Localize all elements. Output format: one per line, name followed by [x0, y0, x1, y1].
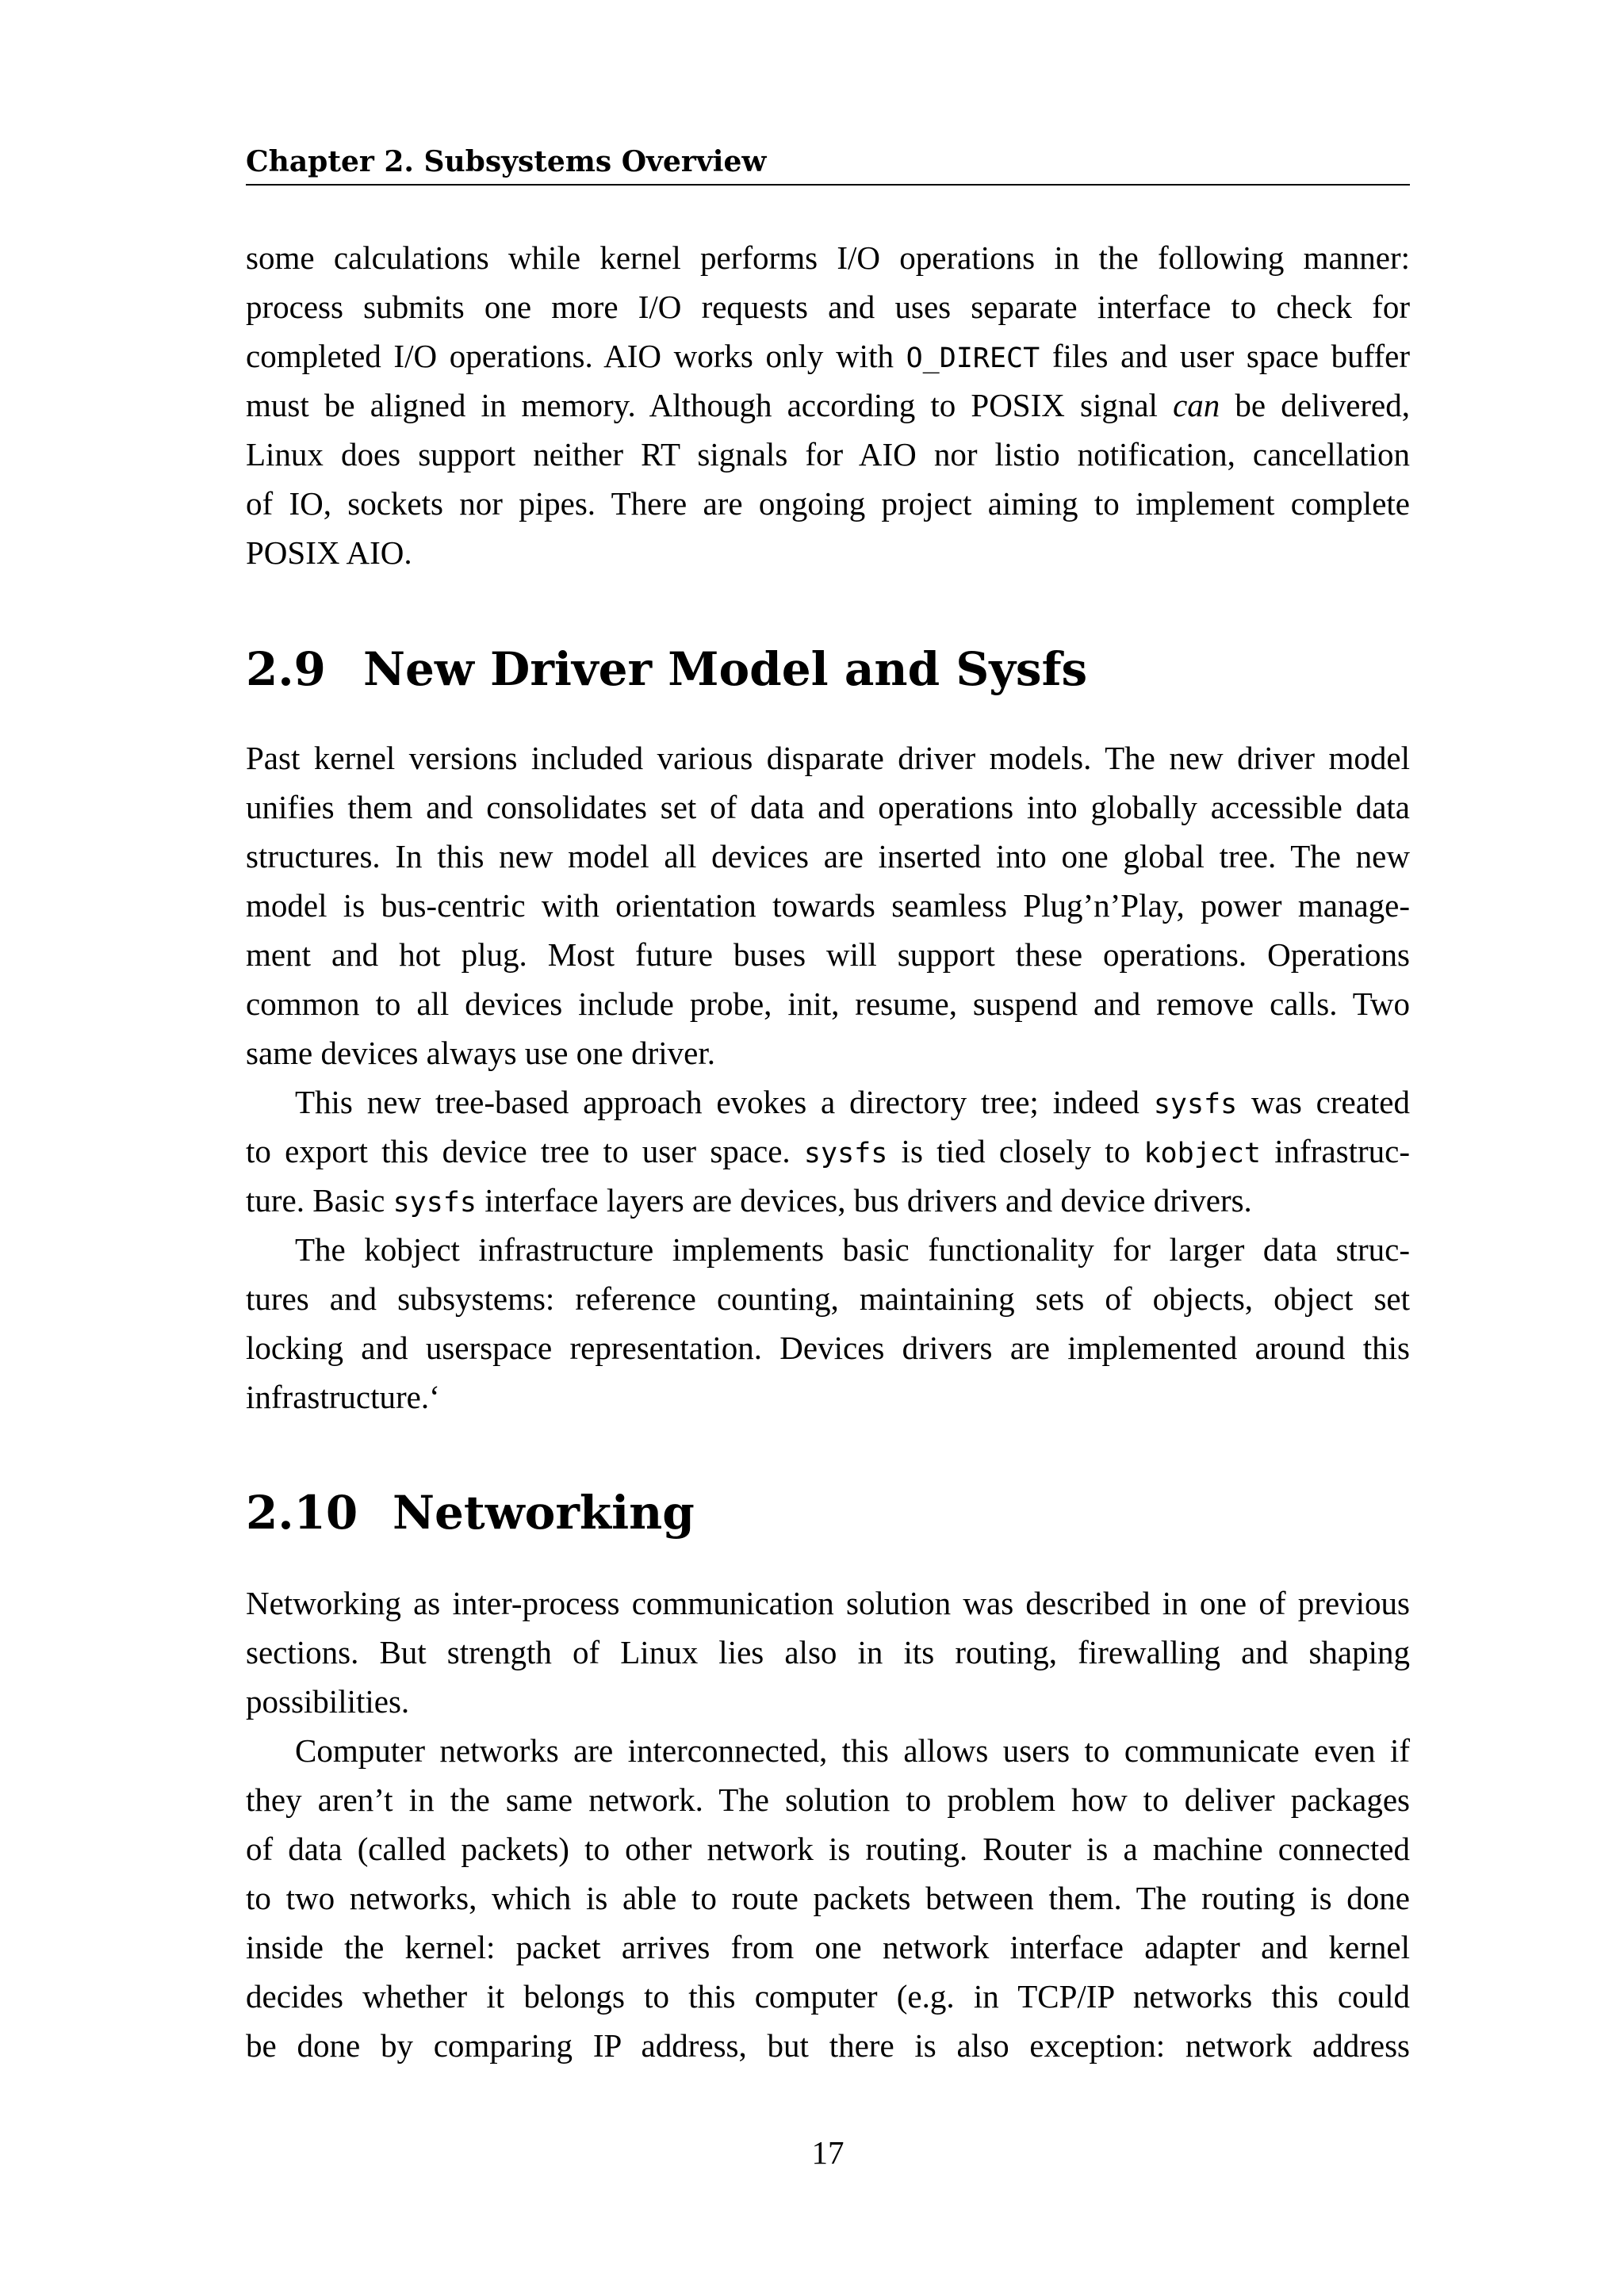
inline-code: sysfs: [393, 1187, 477, 1219]
text-line: Past kernel versions included various disparate driver models. The new driver model: [246, 740, 1410, 776]
text-line: to export this device tree to user space. sysfs is tied closely to kobject infrastruc-: [246, 1133, 1410, 1169]
paragraph-aio: [246, 233, 1410, 577]
text-line: same devices always use one driver.: [246, 1035, 716, 1071]
section-heading-2-9: [246, 641, 1410, 698]
text-line: ture. Basic sysfs interface layers are devices, bus drivers and device drivers.: [246, 1182, 1252, 1219]
text-line: Networking as inter-process communication solution was described in one of previous: [246, 1585, 1410, 1621]
document-page: [246, 0, 1410, 2296]
text-line: some calculations while kernel performs I/O operations in the following manner:: [246, 239, 1410, 276]
text-line: of data (called packets) to other network is routing. Router is a machine connected: [246, 1831, 1410, 1867]
text-line: This new tree-based approach evokes a directory tree; indeed sysfs was created: [295, 1084, 1410, 1120]
paragraph-routing: [246, 1726, 1410, 2070]
text-line: be done by comparing IP address, but there is also exception: network address: [246, 2027, 1410, 2064]
text-line: completed I/O operations. AIO works only with O_DIRECT files and user space buffer: [246, 338, 1410, 374]
running-head-text: Chapter 2. Subsystems Overview: [246, 145, 767, 178]
paragraph-driver-model: [246, 733, 1410, 1077]
section-heading-2-10: [246, 1484, 1410, 1541]
inline-code: O_DIRECT: [906, 342, 1040, 374]
paragraph-kobject: [246, 1225, 1410, 1422]
emphasis: can: [1173, 387, 1220, 423]
paragraph-networking: [246, 1578, 1410, 1726]
text-line: structures. In this new model all devices are inserted into one global tree. The new: [246, 838, 1410, 874]
text-line: The kobject infrastructure implements basic functionality for larger data struc-: [295, 1231, 1410, 1268]
text-line: locking and userspace representation. Devices drivers are implemented around this: [246, 1330, 1410, 1366]
running-head: [246, 143, 1410, 186]
text-line: inside the kernel: packet arrives from one network interface adapter and kernel: [246, 1929, 1410, 1965]
paragraph-sysfs: [246, 1077, 1410, 1225]
text-line: decides whether it belongs to this computer (e.g. in TCP/IP networks this could: [246, 1978, 1410, 2015]
page-number: 17: [811, 2134, 845, 2171]
text-line: Linux does support neither RT signals for AIO nor listio notification, cancellation: [246, 436, 1410, 473]
section-title: New Driver Model and Sysfs: [363, 642, 1088, 696]
text-line: they aren’t in the same network. The solution to problem how to deliver packages: [246, 1781, 1410, 1818]
text-line: tures and subsystems: reference counting, maintaining sets of objects, object set: [246, 1280, 1410, 1317]
inline-code: sysfs: [1153, 1089, 1238, 1120]
text-line: to two networks, which is able to route packets between them. The routing is done: [246, 1880, 1410, 1916]
text-line: model is bus-centric with orientation towards seamless Plug’n’Play, power manage-: [246, 887, 1410, 924]
text-line: common to all devices include probe, init, resume, suspend and remove calls. Two: [246, 985, 1410, 1022]
section-number: 2.9: [246, 642, 326, 696]
text-line: unifies them and consolidates set of data and operations into globally accessible data: [246, 789, 1410, 825]
section-title: Networking: [393, 1486, 695, 1540]
text-line: POSIX AIO.: [246, 534, 412, 571]
text-line: possibilities.: [246, 1683, 410, 1720]
text-line: of IO, sockets nor pipes. There are ongoing project aiming to implement complete: [246, 485, 1410, 522]
text-line: must be aligned in memory. Although according to POSIX signal can be delivered,: [246, 387, 1410, 423]
text-line: Computer networks are interconnected, this allows users to communicate even if: [295, 1732, 1410, 1769]
inline-code: sysfs: [803, 1138, 888, 1169]
text-line: ment and hot plug. Most future buses will support these operations. Operations: [246, 936, 1410, 973]
text-line: process submits one more I/O requests and uses separate interface to check for: [246, 289, 1410, 325]
text-line: infrastructure.‘: [246, 1379, 440, 1415]
text-line: sections. But strength of Linux lies also in its routing, firewalling and shaping: [246, 1634, 1410, 1670]
section-number: 2.10: [246, 1486, 358, 1540]
inline-code: kobject: [1143, 1138, 1261, 1169]
